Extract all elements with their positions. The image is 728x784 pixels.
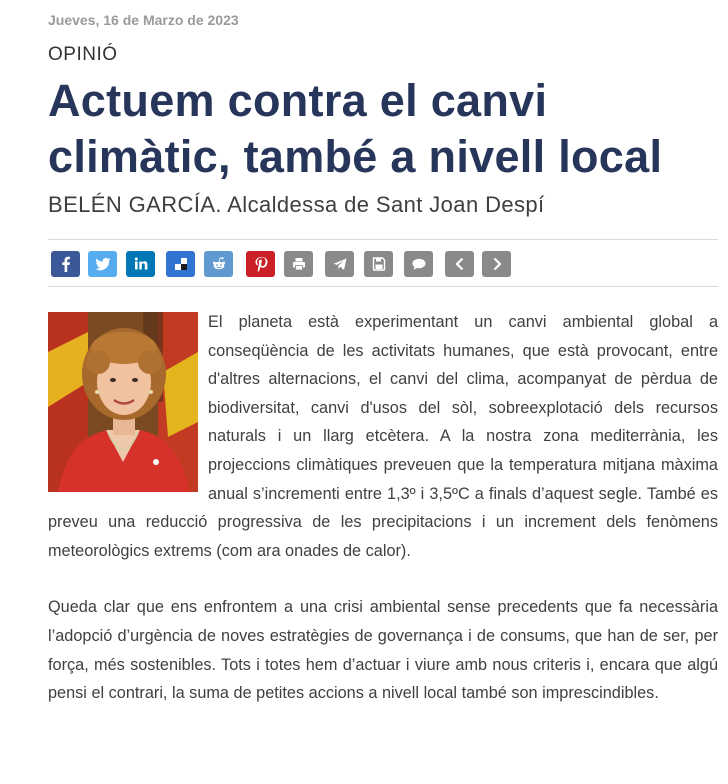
save-button[interactable] <box>364 251 393 277</box>
article-author: BELÉN GARCÍA. Alcaldessa de Sant Joan Despí <box>48 192 545 217</box>
article-title: Actuem contra el canvi climàtic, també a nivell local <box>48 75 663 182</box>
previous-icon <box>452 256 468 272</box>
print-icon <box>291 256 307 272</box>
comment-icon <box>411 256 427 272</box>
share-facebook-button[interactable] <box>51 251 80 277</box>
article-paragraph-text: El planeta està experimentant un canvi ambiental global a conseqüència de les activitats humanes, que està provocant, entre d'altres alternacions, el canvi del clima, acompanyat de pèrdua de biodiversitat, canvi d'usos del sòl, sobreexplotació dels recursos naturals i un llarg etcètera. A la nostra zona mediterrània, les projeccions climàtiques preveuen que la temperatura mitjana màxima anual s’incrementi entre 1,3º i 3,5ºC a finals d’aquest segle. També es preveu una reducció progressiva de les precipitacions i un increment dels fenòmens meteorològics extrems (com ara onades de calor). <box>48 313 718 560</box>
share-twitter-button[interactable] <box>88 251 117 277</box>
section-label[interactable]: OPINIÓ <box>48 44 118 65</box>
delicious-icon <box>173 256 189 272</box>
article-paragraph: Queda clar que ens enfrontem a una crisi ambiental sense precedents que fa necessària l’adopció d’urgència de noves estratègies de governança i de consums, que han de ser, per força, més sostenibles. Tots i totes hem d’actuar i viure amb nous criteris i, encara que algú pensi el contrari, la suma de petites accions a nivell local també son imprescindibles. <box>48 598 718 703</box>
reddit-icon <box>211 256 227 272</box>
share-telegram-button[interactable] <box>325 251 354 277</box>
pinterest-icon <box>253 256 269 272</box>
previous-article-button[interactable] <box>445 251 474 277</box>
photo-spacer <box>48 308 208 494</box>
next-icon <box>489 256 505 272</box>
save-icon <box>371 256 387 272</box>
article-paragraph <box>48 308 718 565</box>
share-pinterest-button[interactable] <box>246 251 275 277</box>
article-date: Jueves, 16 de Marzo de 2023 <box>48 12 239 28</box>
comment-button[interactable] <box>404 251 433 277</box>
telegram-icon <box>332 256 348 272</box>
divider-bottom <box>48 286 718 287</box>
linkedin-icon <box>133 256 149 272</box>
article-body <box>48 308 718 736</box>
facebook-icon <box>58 256 74 272</box>
share-delicious-button[interactable] <box>166 251 195 277</box>
twitter-icon <box>95 256 111 272</box>
divider-top <box>48 239 718 240</box>
next-article-button[interactable] <box>482 251 511 277</box>
share-reddit-button[interactable] <box>204 251 233 277</box>
share-linkedin-button[interactable] <box>126 251 155 277</box>
print-button[interactable] <box>284 251 313 277</box>
